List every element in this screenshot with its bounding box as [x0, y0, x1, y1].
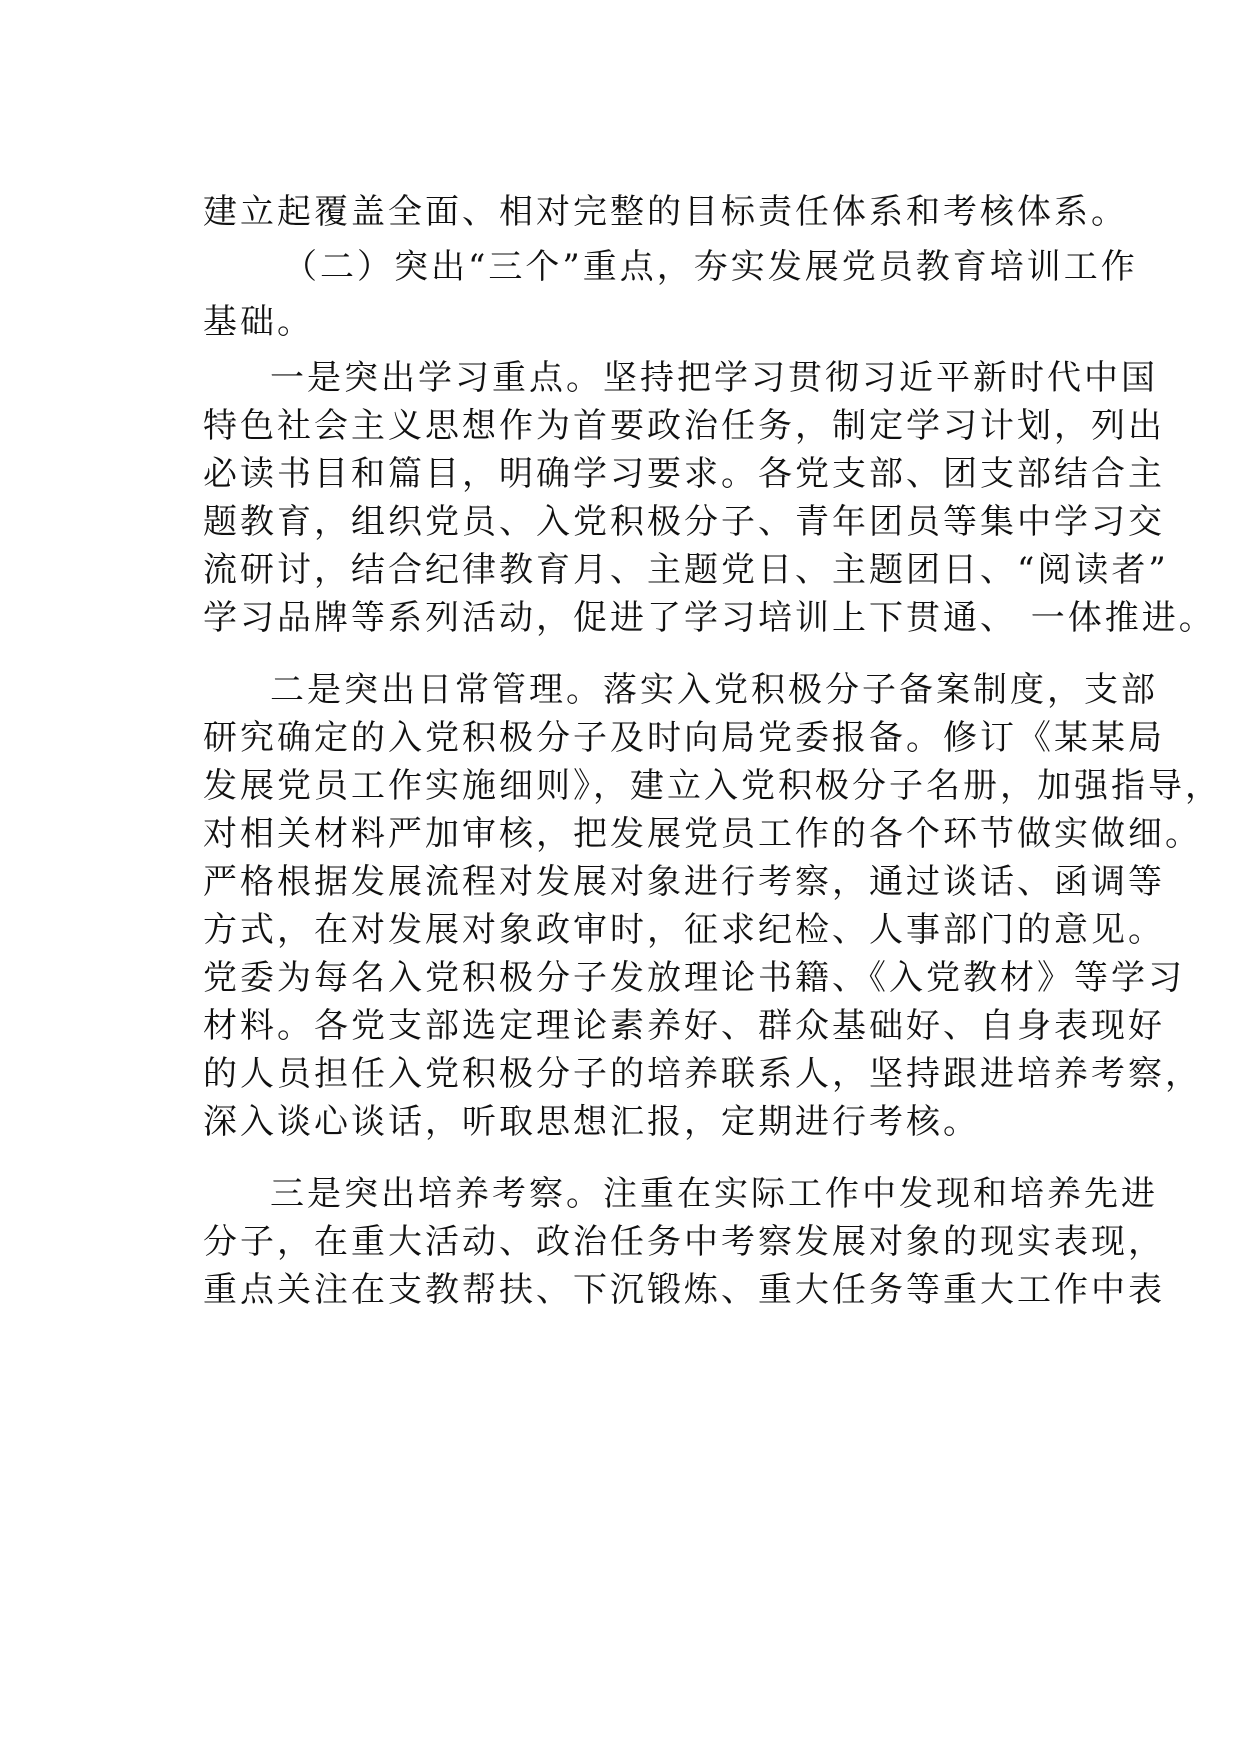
paragraph-2-line: 深入谈心谈话，听取思想汇报，定期进行考核。 — [203, 1102, 980, 1142]
paragraph-2-line: 发展党员工作实施细则》，建立入党积极分子名册，加强指导， — [203, 766, 1222, 806]
paragraph-1-line: 学习品牌等系列活动，促进了学习培训上下贯通、 一体推进。 — [203, 598, 1216, 638]
paragraph-1-line: 流研讨，结合纪律教育月、主题党日、主题团日、“阅读者” — [203, 550, 1169, 590]
paragraph-1-line: 题教育，组织党员、入党积极分子、青年团员等集中学习交 — [203, 502, 1165, 542]
paragraph-2-line: 对相关材料严加审核，把发展党员工作的各个环节做实做细。 — [203, 814, 1202, 854]
paragraph-2-line: 的人员担任入党积极分子的培养联系人，坚持跟进培养考察， — [203, 1054, 1202, 1094]
paragraph-2-line: 严格根据发展流程对发展对象进行考察，通过谈话、函调等 — [203, 862, 1165, 902]
text-line: 建立起覆盖全面、相对完整的目标责任体系和考核体系。 — [203, 192, 1128, 232]
paragraph-1-line: 一是突出学习重点。坚持把学习贯彻习近平新时代中国 — [270, 358, 1158, 398]
paragraph-2-line: 研究确定的入党积极分子及时向局党委报备。修订《某某局 — [203, 718, 1165, 758]
section-heading-continued: 基础。 — [203, 302, 314, 342]
paragraph-3-line: 三是突出培养考察。注重在实际工作中发现和培养先进 — [270, 1174, 1158, 1214]
section-heading: （二）突出“三个”重点，夯实发展党员教育培训工作 — [283, 247, 1138, 287]
paragraph-2-line: 方式，在对发展对象政审时，征求纪检、人事部门的意见。 — [203, 910, 1165, 950]
paragraph-3-line: 分子，在重大活动、政治任务中考察发展对象的现实表现， — [203, 1222, 1165, 1262]
paragraph-2-line: 二是突出日常管理。落实入党积极分子备案制度，支部 — [270, 670, 1158, 710]
paragraph-1-line: 特色社会主义思想作为首要政治任务，制定学习计划，列出 — [203, 406, 1165, 446]
paragraph-3-line: 重点关注在支教帮扶、下沉锻炼、重大任务等重大工作中表 — [203, 1270, 1165, 1310]
paragraph-1-line: 必读书目和篇目，明确学习要求。各党支部、团支部结合主 — [203, 454, 1165, 494]
paragraph-2-line: 材料。各党支部选定理论素养好、群众基础好、自身表现好 — [203, 1006, 1165, 1046]
paragraph-2-line: 党委为每名入党积极分子发放理论书籍、《入党教材》等学习 — [203, 958, 1185, 998]
